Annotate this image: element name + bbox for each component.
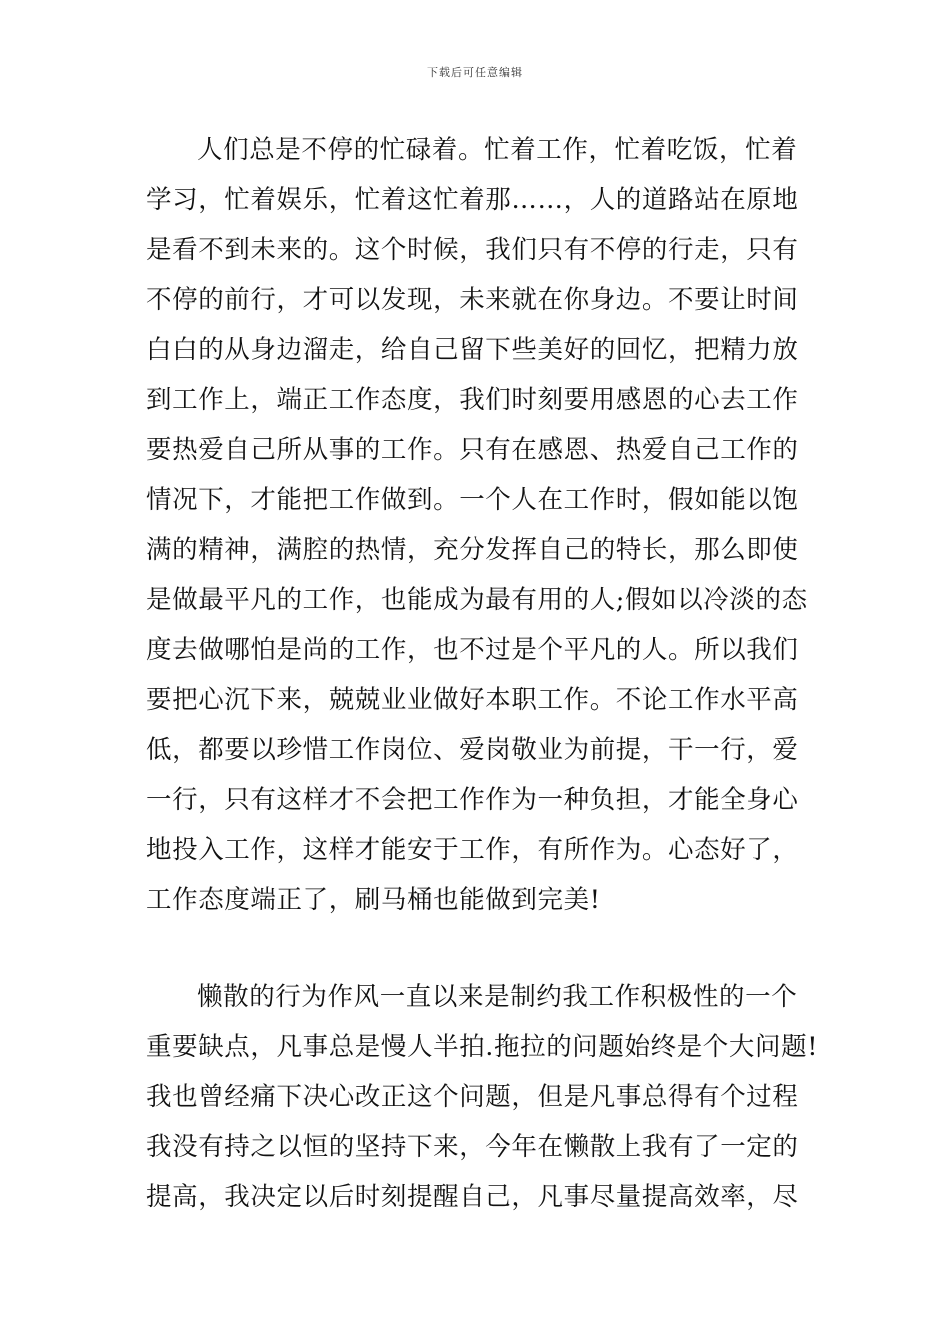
text-line: 情况下，才能把工作做到。一个人在工作时，假如能以饱 xyxy=(146,485,799,515)
text-line: 是看不到未来的。这个时候，我们只有不停的行走，只有 xyxy=(146,235,799,265)
text-line: 不停的前行，才可以发现，未来就在你身边。不要让时间 xyxy=(146,285,799,315)
paragraph-1 xyxy=(146,125,808,925)
text-line: 提高，我决定以后时刻提醒自己，凡事尽量提高效率，尽 xyxy=(146,1182,799,1212)
text-line: 我也曾经痛下决心改正这个问题，但是凡事总得有个过程 xyxy=(146,1082,799,1112)
text-line: 满的精神，满腔的热情，充分发挥自己的特长，那么即使 xyxy=(146,535,799,565)
text-line: 要热爱自己所从事的工作。只有在感恩、热爱自己工作的 xyxy=(146,435,799,465)
text-line: 懒散的行为作风一直以来是制约我工作积极性的一个 xyxy=(197,982,798,1012)
text-line: 重要缺点，凡事总是慢人半拍.拖拉的问题始终是个大问题! xyxy=(146,1032,819,1062)
text-line: 地投入工作，这样才能安于工作，有所作为。心态好了， xyxy=(146,835,799,865)
text-line: 低，都要以珍惜工作岗位、爱岗敬业为前提，干一行，爱 xyxy=(146,735,799,765)
text-line: 我没有持之以恒的坚持下来，今年在懒散上我有了一定的 xyxy=(146,1132,799,1162)
text-line: 度去做哪怕是尚的工作，也不过是个平凡的人。所以我们 xyxy=(146,635,799,665)
paragraph-2 xyxy=(146,972,819,1222)
text-line: 到工作上，端正工作态度，我们时刻要用感恩的心去工作 xyxy=(146,385,799,415)
text-line: 工作态度端正了，刷马桶也能做到完美! xyxy=(146,885,601,915)
text-line: 要把心沉下来，兢兢业业做好本职工作。不论工作水平高 xyxy=(146,685,799,715)
text-line: 白白的从身边溜走，给自己留下些美好的回忆，把精力放 xyxy=(146,335,799,365)
text-line: 一行，只有这样才不会把工作作为一种负担，才能全身心 xyxy=(146,785,799,815)
text-line: 是做最平凡的工作，也能成为最有用的人;假如以冷淡的态 xyxy=(146,585,808,615)
text-line: 学习，忙着娱乐，忙着这忙着那……，人的道路站在原地 xyxy=(146,185,799,215)
text-line: 人们总是不停的忙碌着。忙着工作，忙着吃饭，忙着 xyxy=(197,135,798,165)
header-note: 下载后可任意编辑 xyxy=(427,66,523,79)
